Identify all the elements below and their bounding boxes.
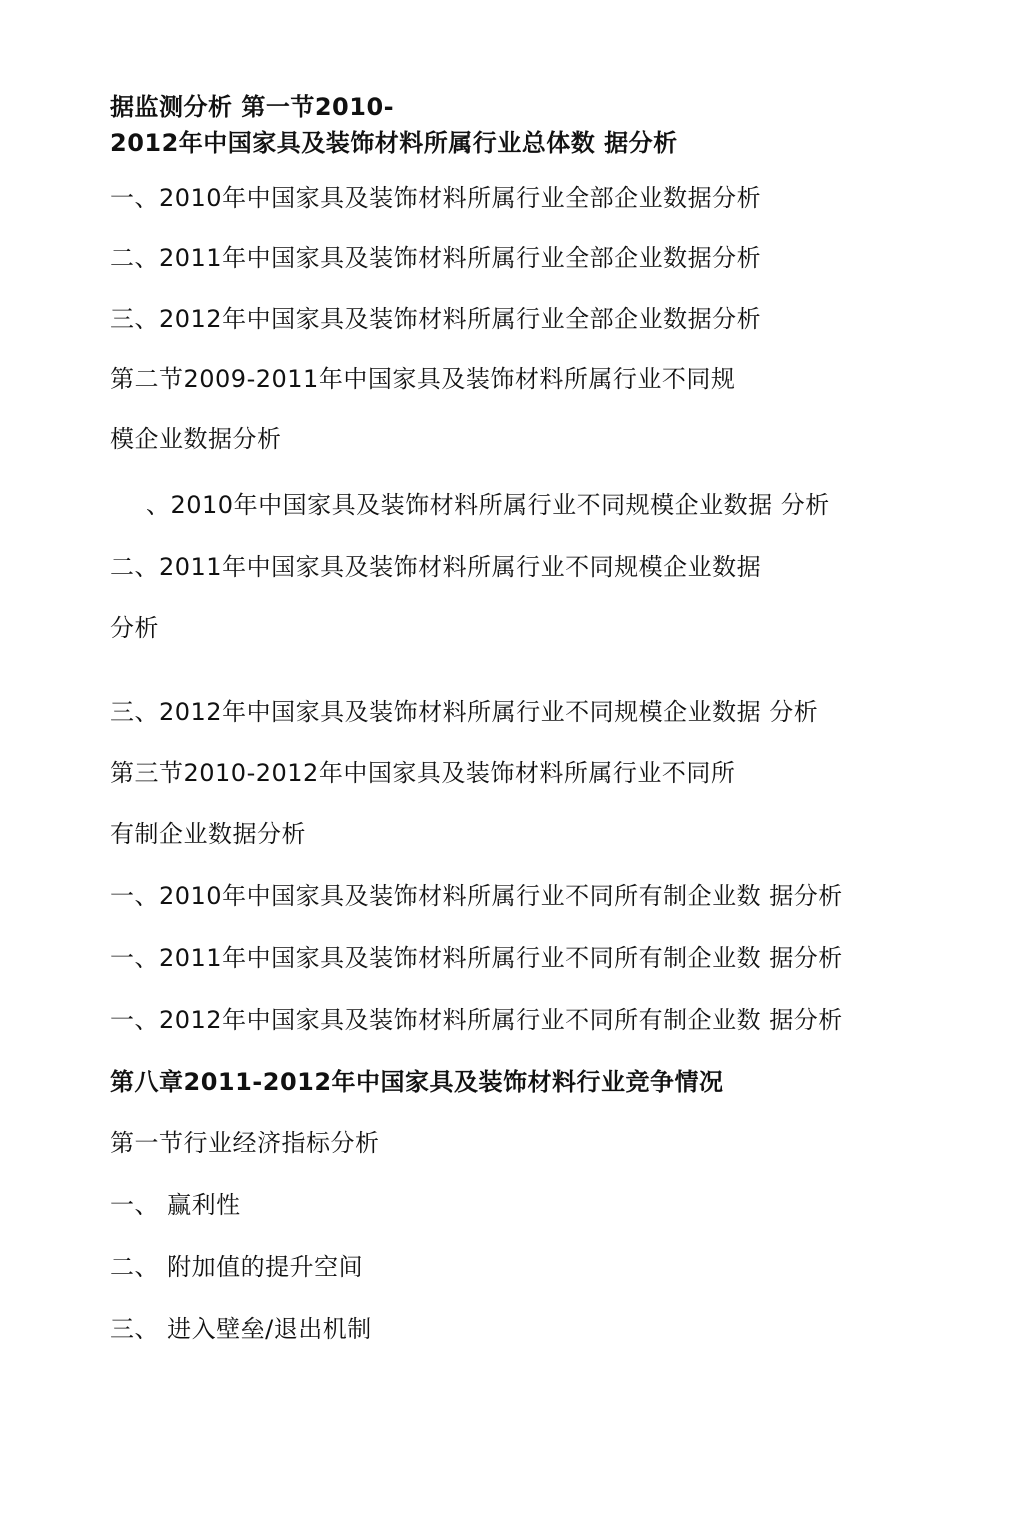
section-title: 第二节2009-2011年中国家具及装饰材料所属行业不同规: [110, 365, 736, 393]
toc-item: 一、2011年中国家具及装饰材料所属行业不同所有制企业数 据分析: [110, 944, 843, 972]
section-title: 第三节2010-2012年中国家具及装饰材料所属行业不同所: [110, 759, 736, 787]
section-title-continued: 模企业数据分析: [110, 425, 282, 453]
toc-item: 一、 赢利性: [110, 1191, 241, 1219]
toc-item: 三、2012年中国家具及装饰材料所属行业全部企业数据分析: [110, 305, 762, 333]
toc-item: 、2010年中国家具及装饰材料所属行业不同规模企业数据 分析: [146, 491, 830, 519]
toc-item: 一、2012年中国家具及装饰材料所属行业不同所有制企业数 据分析: [110, 1006, 843, 1034]
toc-item: 三、2012年中国家具及装饰材料所属行业不同规模企业数据 分析: [110, 698, 819, 726]
toc-item: 一、2010年中国家具及装饰材料所属行业不同所有制企业数 据分析: [110, 882, 843, 910]
section-title-continued: 有制企业数据分析: [110, 820, 306, 848]
toc-item: 二、 附加值的提升空间: [110, 1253, 364, 1281]
toc-item-continued: 分析: [110, 614, 159, 642]
toc-item: 三、 进入壁垒/退出机制: [110, 1315, 372, 1343]
section-heading-part1: 据监测分析 第一节2010-: [110, 93, 395, 121]
toc-item: 二、2011年中国家具及装饰材料所属行业不同规模企业数据: [110, 553, 762, 581]
toc-item: 二、2011年中国家具及装饰材料所属行业全部企业数据分析: [110, 244, 762, 272]
chapter-title: 第八章2011-2012年中国家具及装饰材料行业竞争情况: [110, 1068, 724, 1096]
section-title: 第一节行业经济指标分析: [110, 1129, 380, 1157]
section-heading-part2: 2012年中国家具及装饰材料所属行业总体数 据分析: [110, 129, 678, 157]
toc-item: 一、2010年中国家具及装饰材料所属行业全部企业数据分析: [110, 184, 762, 212]
